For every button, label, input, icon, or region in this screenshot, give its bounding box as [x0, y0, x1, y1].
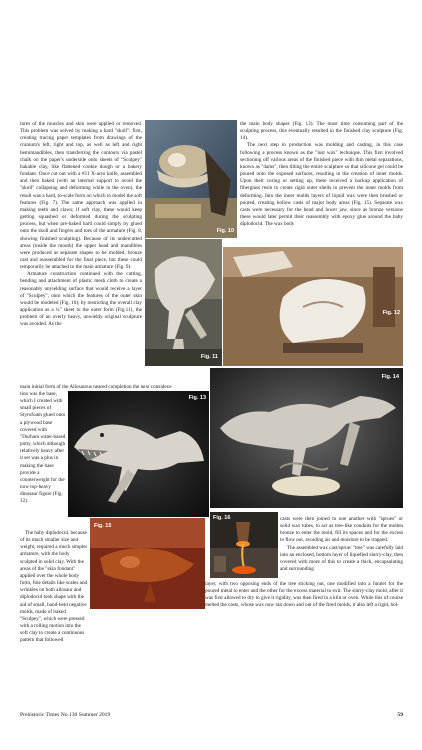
footer-publication: Prehistoric Times No.130 Summer 2019	[20, 712, 111, 718]
figure-11-label: Fig. 11	[200, 354, 218, 360]
figure-13-photo	[68, 391, 209, 517]
figure-10-photo	[145, 120, 237, 238]
figure-13-image	[68, 391, 209, 517]
figure-15-photo	[90, 518, 205, 609]
figure-12-photo	[223, 247, 403, 366]
figure-16-image	[210, 512, 278, 578]
figure-10-label: Fig. 10	[216, 228, 234, 234]
page-number: 59	[397, 712, 403, 718]
left-paragraph-1: tures of the muscles and skin were applied or removed. This problem was solved by making a hard "skull": first, creating tracing paper templates from drawings of the cranium's left, right and top, as well as left and right hemimandibles, then transferring the contours via pastel chalk on the paper's underside onto sheets of "Sculpey" bakable clay, like flattened cookie dough or a bakery fondant. Once cut out with a #11 X-acto knife, assembled and then baked (with an internal support to avoid the "skull" collapsing and deforming while in the oven), the result was a hard, to-scale form on which to model the soft features (Fig. 7). The same approach was applied in making teeth and claws; if soft clay, these would keep getting squashed or deformed during the sculpting process, but when pre-baked hard could simply by glued onto the skull and fingers and toes of the armature (Fig. 8, showing finished sculpting). Because of its undercutted areas (inside the mouth) the upper head and mandibles were produced as separate shapes to be molded, bronze cast and reassembled for the final piece, but these could temporarily be attached to the main armature (Fig. 9).	[20, 121, 142, 271]
figure-15-image	[90, 518, 205, 609]
right-paragraph-2: The next step in production was molding and casting, in this case following a process known as the "lost wax" technique. This first involved sectioning off various areas of the finished piece with thin metal separations, known as "dams", then tilting the entire sculpture so that silicone gel could be poured onto the exposed surfaces, resulting in the creation of inner molds. Upon their curing or setting up, these received a backup application of fiberglass resin to create rigid outer shells to prevent the inner molds from deforming. Into the inner molds layers of liquid wax were then brushed or poured, creating hollow casts of major body areas (Fig. 15). Separate wax casts were necessary for the head and lower jaw, since as bronze versions these would later permit their reassembly with epoxy glue around the baby diplodocid. The wax body	[240, 142, 403, 228]
left-lower-text	[20, 530, 88, 688]
figure-11-image	[145, 239, 222, 366]
figure-16-label: Fig. 16	[213, 515, 231, 521]
figure-10-image	[145, 120, 237, 238]
figure-13-label: Fig. 13	[188, 395, 206, 401]
figure-12-label: Fig. 12	[382, 310, 400, 316]
narrow-paragraph-1: tion was the base, which I created with small pieces of Styrofoam glued onto a plywood base covered with "Durham water-based putty, which although relatively heavy after it set was a plus in making the base provide a counterweight for the now top-heavy dinosaur figure (Fig. 12).	[20, 391, 66, 505]
figure-12-image	[223, 247, 403, 366]
right-paragraph-1: the main body shapes (Fig. 13). The most time consuming part of the sculpting process, this eventually resulted in the finished clay sculpture (Fig. 14).	[240, 121, 403, 142]
bottom-right-paragraph-2: The assembled wax cast/sprue/ "tree" was carefully laid into an enclosed, bottom layer of liquefied slurry-clay, then covered with more of this to create a thick, encapsulating and surrounding	[280, 544, 403, 573]
left-column-text	[20, 121, 142, 384]
figure-14-label: Fig. 14	[381, 374, 399, 380]
full-span-line: main initial form of the Allosaurus neared completion the next considera-	[20, 384, 173, 390]
right-column-text	[240, 121, 403, 247]
figure-16-photo	[210, 512, 278, 578]
figure-14-photo	[210, 368, 403, 508]
figure-14-image	[210, 368, 403, 508]
left-paragraph-2: Armature construction continued with the cutting, bending and attachment of plastic mesh cloth to create a reasonably unyielding surface that would receive a layer of "Sculpey", onto which the features of the outer skin would be modeled (Fig. 10); by restricting the overall clay application as a ¼" sheet to the outer form (Fig.11), the problem of an overly heavy, unwieldy original sculpture was avoided. As the	[20, 271, 142, 328]
narrow-column-text	[20, 391, 67, 528]
figure-11-photo	[145, 239, 222, 366]
narrow-paragraph-2: The baby diplodocid, because of its much smaller size and weight, required a much simpler armature, with the body sculpted in solid clay. With the areas of the "skin fondant" applied over the whole body form, fine details like scales and wrinkles on both allosaur and diplodocid took shape with the aid of small, hand-held negative molds, made of baked "Sculpey", which were pressed with a rolling motion into the soft clay to create a continuous pattern that followed	[20, 530, 88, 644]
bottom-right-paragraph-1: casts were then joined to one another with "sprues" or solid wax tubes, to act as tree-like conduits for the molten bronze to enter the mold, fill its spaces and for the excess to flow out, avoiding air and moisture to be trapped.	[280, 516, 403, 544]
figure-15-label: Fig. 15	[94, 523, 112, 529]
bottom-right-text	[280, 516, 403, 580]
bottom-full-text: layer, with two opposing ends of the tree sticking out, one modified into a funnel for the poured metal to enter and the other for the excess material to exit. The slurry-clay mold, after it was first allowed to dry to give it rigidity, was then fired in a kiln or oven. While this of course melted the casts, whose wax now ran down and out of the fired molds, it also left a rigid, hol-	[205, 581, 403, 609]
